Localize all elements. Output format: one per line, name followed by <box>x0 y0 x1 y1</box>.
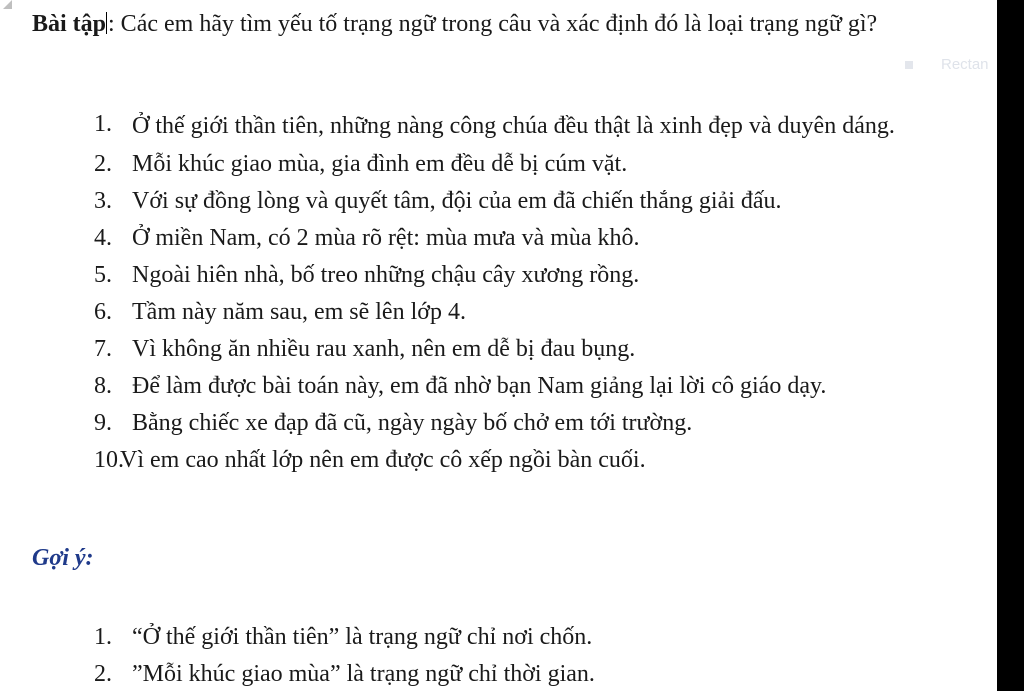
list-item <box>94 368 924 405</box>
list-item-number: 8. <box>94 373 112 399</box>
list-item-text: Mỗi khúc giao mùa, gia đình em đều dễ bị cúm vặt. <box>132 151 628 177</box>
shape-label: Rectan <box>941 56 989 73</box>
list-item-text: Ngoài hiên nhà, bố treo những chậu cây xương rồng. <box>132 262 640 288</box>
heading-label: Bài tập <box>32 11 107 37</box>
list-item-number: 9. <box>94 410 112 436</box>
list-item-text: “Ở thế giới thần tiên” là trạng ngữ chỉ nơi chốn. <box>132 624 593 650</box>
list-item-text: Vì em cao nhất lớp nên em được cô xếp ngồi bàn cuối. <box>120 447 646 473</box>
exercise-heading[interactable] <box>32 3 972 45</box>
list-item <box>94 294 924 331</box>
rectangle-shape-placeholder[interactable] <box>897 48 995 82</box>
list-item-number: 4. <box>94 225 112 251</box>
list-item-text: Vì không ăn nhiều rau xanh, nên em dễ bị đau bụng. <box>132 336 636 362</box>
hint-list <box>94 619 924 693</box>
list-item-text: ”Mỗi khúc giao mùa” là trạng ngữ chỉ thời gian. <box>132 661 595 687</box>
shape-handle-icon <box>905 61 913 69</box>
list-item-text: Với sự đồng lòng và quyết tâm, đội của em đã chiến thắng giải đấu. <box>132 188 782 214</box>
list-item <box>94 331 924 368</box>
hint-title: Gợi ý: <box>32 545 94 571</box>
list-item <box>94 146 924 183</box>
list-item <box>94 656 924 693</box>
list-item-text: Để làm được bài toán này, em đã nhờ bạn Nam giảng lại lời cô giáo dạy. <box>132 373 827 399</box>
list-item-number: 1. <box>94 111 112 137</box>
list-item <box>94 405 924 442</box>
text-boundary-marker <box>3 0 12 9</box>
heading-text: : Các em hãy tìm yếu tố trạng ngữ trong câu và xác định đó là loại trạng ngữ gì? <box>108 11 878 37</box>
list-item <box>94 619 924 656</box>
list-item-number: 1. <box>94 624 112 650</box>
list-item-number: 6. <box>94 299 112 325</box>
list-item <box>94 106 924 146</box>
list-item <box>94 257 924 294</box>
list-item-text: Bằng chiếc xe đạp đã cũ, ngày ngày bố chở em tới trường. <box>132 410 693 436</box>
list-item <box>94 220 924 257</box>
list-item-number: 5. <box>94 262 112 288</box>
exercise-list <box>94 106 924 479</box>
list-item-number: 3. <box>94 188 112 214</box>
text-cursor <box>106 12 107 34</box>
list-item-text: Tầm này năm sau, em sẽ lên lớp 4. <box>132 299 466 325</box>
list-item <box>94 183 924 220</box>
list-item-number: 7. <box>94 336 112 362</box>
list-item-text: Ở miền Nam, có 2 mùa rõ rệt: mùa mưa và mùa khô. <box>132 225 640 251</box>
list-item-number: 2. <box>94 661 112 687</box>
list-item-number: 10. <box>94 447 124 473</box>
window-edge <box>997 0 1024 691</box>
list-item-number: 2. <box>94 151 112 177</box>
list-item-text: Ở thế giới thần tiên, những nàng công chúa đều thật là xinh đẹp và duyên dáng. <box>132 113 895 139</box>
list-item <box>94 442 924 479</box>
